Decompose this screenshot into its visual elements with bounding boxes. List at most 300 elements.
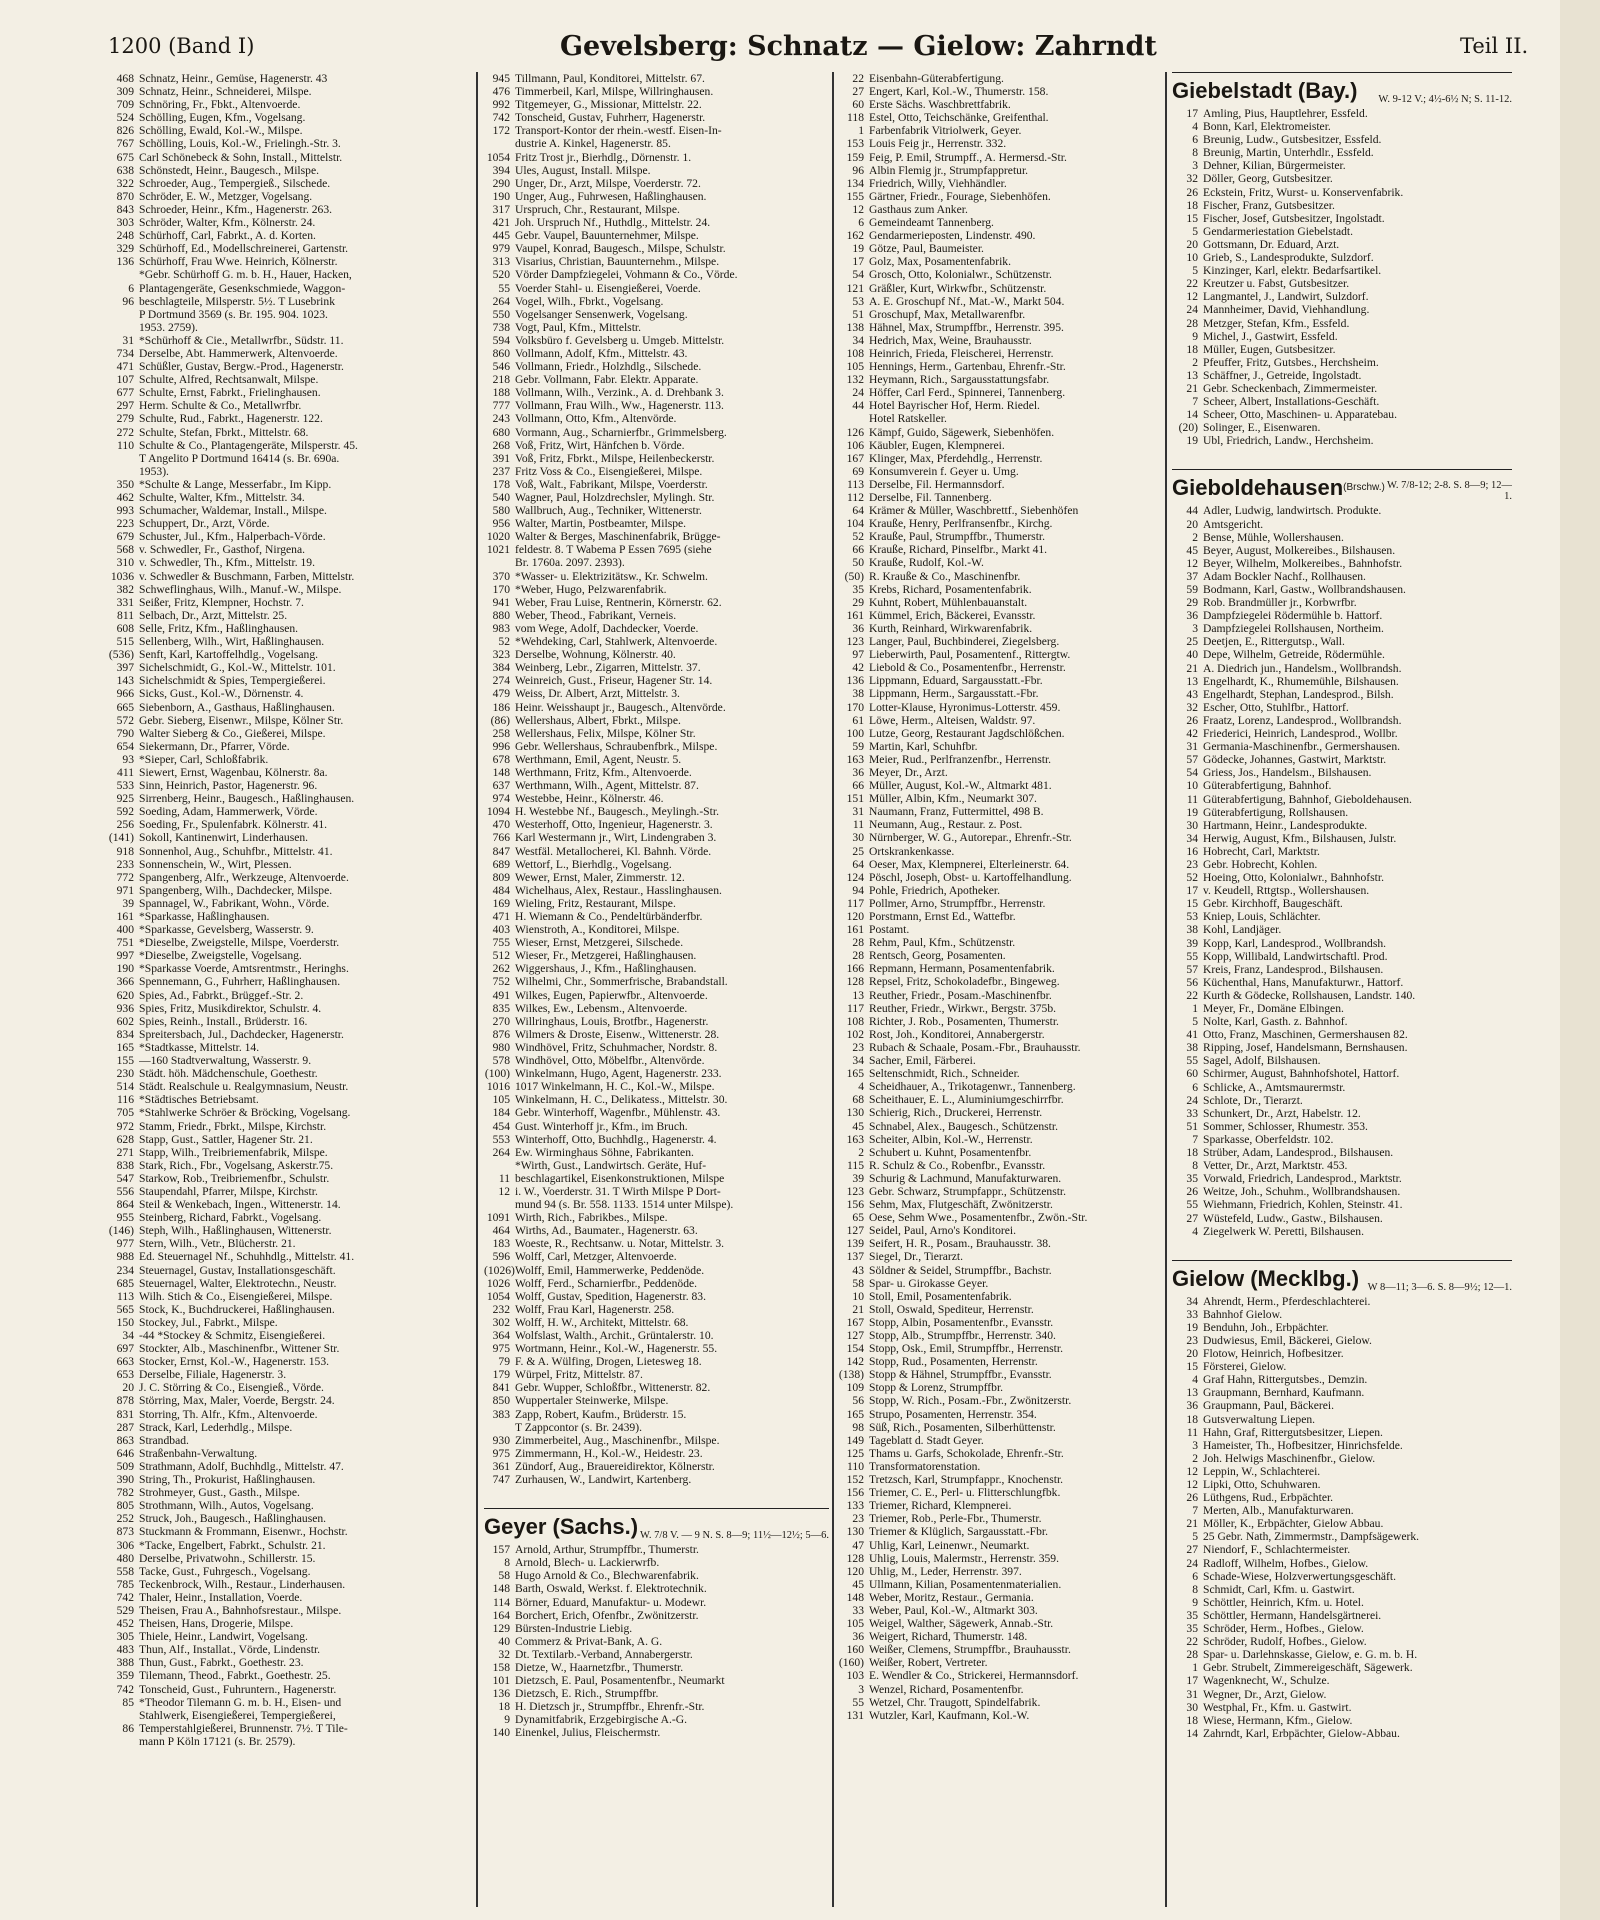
directory-entry xyxy=(1172,1465,1512,1478)
subscriber-listing: Schnatz, Heinr., Schneiderei, Milspe. xyxy=(139,85,312,99)
phone-number: 572 xyxy=(116,713,134,727)
phone-number: 663 xyxy=(116,1355,134,1369)
subscriber-listing: Dietzsch, E. Paul, Posamentenfbr., Neumarkt xyxy=(515,1674,725,1688)
subscriber-listing: Schürhoff, Frau Wwe. Heinrich, Kölnerstr. xyxy=(139,255,338,269)
phone-number: 370 xyxy=(492,569,510,583)
subscriber-listing: Vörder Dampfziegelei, Vohmann & Co., Vörde. xyxy=(515,268,738,282)
subscriber-listing: Groschupf, Max, Metallwarenfbr. xyxy=(869,307,1026,321)
subscriber-listing: Stopp, W. Rich., Posam.-Fbr., Zwönitzerstr. xyxy=(869,1394,1072,1408)
phone-number: 411 xyxy=(117,765,134,779)
phone-number: 705 xyxy=(116,1106,134,1120)
directory-entry xyxy=(838,164,1160,177)
phone-number: 32 xyxy=(1186,172,1198,186)
phone-number: 966 xyxy=(116,687,134,701)
directory-entry xyxy=(108,648,468,661)
directory-entry xyxy=(1172,159,1512,172)
directory-entry xyxy=(108,936,468,949)
phone-number: 167 xyxy=(846,1315,864,1329)
subscriber-listing: Scheiter, Albin, Kol.-W., Herrenstr. xyxy=(869,1132,1033,1146)
subscriber-listing: Gebr. Sieberg, Eisenwr., Milspe, Kölner Str. xyxy=(139,713,344,727)
directory-entry xyxy=(108,871,468,884)
directory-entry xyxy=(108,1264,468,1277)
phone-number: 149 xyxy=(846,1433,864,1447)
phone-number: 113 xyxy=(117,1289,134,1303)
subscriber-listing: Walter, Martin, Postbeamter, Milspe. xyxy=(515,517,687,531)
subscriber-listing: Derselbe, Abt. Hammerwerk, Altenvoerde. xyxy=(139,346,338,360)
directory-entry xyxy=(108,596,468,609)
subscriber-listing: Solinger, E., Eisenwaren. xyxy=(1203,421,1321,435)
directory-entry xyxy=(484,229,829,242)
phone-number: 578 xyxy=(492,1054,510,1068)
subscriber-listing: Zimmerbeitel, Aug., Maschinenfbr., Milspe. xyxy=(515,1433,720,1447)
phone-number: 28 xyxy=(1186,1648,1198,1662)
directory-entry xyxy=(838,1421,1160,1434)
phone-number: 31 xyxy=(1186,740,1198,754)
subscriber-listing: *Wehdeking, Carl, Stahlwerk, Altenvoerde. xyxy=(515,635,718,649)
phone-number: 941 xyxy=(492,595,510,609)
directory-entry xyxy=(108,609,468,622)
subscriber-listing: Sagel, Adolf, Bilshausen. xyxy=(1203,1054,1321,1068)
subscriber-listing: Gemeindeamt Tannenberg. xyxy=(869,216,994,230)
directory-entry xyxy=(108,753,468,766)
phone-number: 32 xyxy=(1186,700,1198,714)
subscriber-listing: Spies, Reinh., Install., Brüderstr. 16. xyxy=(139,1014,308,1028)
subscriber-listing: Winterhoff, Otto, Buchhdlg., Hagenerstr. 4. xyxy=(515,1132,717,1146)
subscriber-listing: Zahrndt, Karl, Erbpächter, Gielow-Abbau. xyxy=(1203,1726,1400,1740)
directory-entry xyxy=(484,124,829,137)
phone-number: 515 xyxy=(116,635,134,649)
phone-number: 151 xyxy=(846,792,864,806)
subscriber-listing: Schöttler, Heinrich, Kfm. u. Hotel. xyxy=(1203,1595,1364,1609)
subscriber-listing: Niendorf, F., Schlachtermeister. xyxy=(1203,1543,1351,1557)
subscriber-listing: Westfäl. Metallocherei, Kl. Bahnh. Vörde. xyxy=(515,844,712,858)
directory-entry xyxy=(1172,531,1512,544)
directory-entry xyxy=(108,242,468,255)
directory-entry xyxy=(1172,779,1512,792)
subscriber-listing: Selbach, Dr., Arzt, Mittelstr. 25. xyxy=(139,608,288,622)
phone-number: 841 xyxy=(492,1381,510,1395)
subscriber-listing: Möller, K., Erbpächter, Gielow Abbau. xyxy=(1203,1517,1384,1531)
directory-entry xyxy=(484,1146,829,1159)
phone-number: 139 xyxy=(846,1237,864,1251)
directory-entry xyxy=(484,622,829,635)
subscriber-listing: Adam Bockler Nachf., Rollhausen. xyxy=(1203,569,1366,583)
phone-number: 25 xyxy=(852,844,864,858)
directory-entry xyxy=(484,975,829,988)
directory-entry xyxy=(484,1120,829,1133)
phone-number: 930 xyxy=(492,1433,510,1447)
phone-number: 742 xyxy=(492,111,510,125)
directory-entry xyxy=(838,1015,1160,1028)
phone-number: 26 xyxy=(1186,185,1198,199)
phone-number: 592 xyxy=(116,805,134,819)
subscriber-listing: Postamt. xyxy=(869,923,910,937)
subscriber-listing: Steph, Wilh., Haßlinghausen, Wittenerstr. xyxy=(139,1224,332,1238)
phone-number: 772 xyxy=(116,870,134,884)
directory-entry xyxy=(1172,727,1512,740)
subscriber-listing: Ahrendt, Herm., Pferdeschlachterei. xyxy=(1203,1294,1371,1308)
phone-number: 305 xyxy=(116,1630,134,1644)
directory-entry xyxy=(108,1041,468,1054)
phone-number: 322 xyxy=(116,176,134,190)
directory-entry xyxy=(108,792,468,805)
subscriber-listing: Herwig, August, Kfm., Bilshausen, Julstr. xyxy=(1203,831,1397,845)
office-hours: W 8—11; 3—6. S. 8—9½; 12—1. xyxy=(1367,1281,1512,1293)
phone-number: 20 xyxy=(1186,1347,1198,1361)
subscriber-listing: Schüßler, Gustav, Bergw.-Prod., Hagenerstr. xyxy=(139,360,344,374)
directory-entry xyxy=(838,1447,1160,1460)
phone-number: 165 xyxy=(116,1040,134,1054)
phone-number xyxy=(108,452,139,465)
subscriber-listing: vom Wege, Adolf, Dachdecker, Voerde. xyxy=(515,621,699,635)
directory-entry xyxy=(484,897,829,910)
directory-entry xyxy=(838,1080,1160,1093)
phone-number: 997 xyxy=(116,949,134,963)
directory-entry xyxy=(1172,1386,1512,1399)
directory-entry xyxy=(484,766,829,779)
phone-number: 9 xyxy=(1192,1595,1198,1609)
subscriber-listing: Kuhnt, Robert, Mühlenbauanstalt. xyxy=(869,595,1028,609)
subscriber-listing: Ubl, Friedrich, Landw., Herchsheim. xyxy=(1203,434,1374,448)
directory-entry xyxy=(484,255,829,268)
subscriber-listing: Escher, Otto, Stuhlfbr., Hattorf. xyxy=(1203,700,1349,714)
directory-entry xyxy=(838,1368,1160,1381)
subscriber-listing: Kniep, Louis, Schlächter. xyxy=(1203,910,1321,924)
directory-entry xyxy=(838,910,1160,923)
directory-entry xyxy=(484,216,829,229)
subscriber-listing: Hotel Bayrischer Hof, Herm. Riedel. xyxy=(869,399,1040,413)
directory-entry xyxy=(1172,225,1512,238)
directory-entry xyxy=(108,98,468,111)
subscriber-listing: Soeding, Adam, Hammerwerk, Vörde. xyxy=(139,805,318,819)
phone-number: 23 xyxy=(1186,857,1198,871)
subscriber-listing: Schmidt, Carl, Kfm. u. Gastwirt. xyxy=(1203,1582,1355,1596)
phone-number: 184 xyxy=(492,1106,510,1120)
directory-entry xyxy=(838,72,1160,85)
directory-entry xyxy=(1172,1674,1512,1687)
subscriber-listing: Städt. höh. Mädchenschule, Goethestr. xyxy=(139,1067,318,1081)
phone-number: 117 xyxy=(847,1001,864,1015)
phone-number: 1036 xyxy=(110,569,134,583)
subscriber-listing: Ripping, Josef, Handelsmann, Bernshausen. xyxy=(1203,1041,1408,1055)
phone-number: 158 xyxy=(492,1660,510,1674)
directory-entry xyxy=(1172,819,1512,832)
phone-number: 161 xyxy=(846,923,864,937)
directory-entry xyxy=(838,1512,1160,1525)
subscriber-listing: Schröder, Rudolf, Hofbes., Gielow. xyxy=(1203,1635,1367,1649)
directory-entry xyxy=(108,1368,468,1381)
subscriber-listing: Tilemann, Theod., Fabrkt., Goethestr. 25. xyxy=(139,1669,331,1683)
directory-entry xyxy=(108,923,468,936)
subscriber-listing: Schölling, Ewald, Kol.-W., Milspe. xyxy=(139,124,303,138)
column-rule xyxy=(832,72,834,1907)
directory-entry xyxy=(838,1473,1160,1486)
directory-entry xyxy=(838,1486,1160,1499)
phone-number: 471 xyxy=(492,910,510,923)
directory-entry xyxy=(1172,395,1512,408)
subscriber-listing: J. C. Störring & Co., Eisengieß., Vörde. xyxy=(139,1381,324,1395)
phone-number: 403 xyxy=(492,923,510,937)
directory-entry xyxy=(108,491,468,504)
subscriber-listing: Hoeing, Otto, Kolonialwr., Bahnhofstr. xyxy=(1203,871,1384,885)
phone-number: 52 xyxy=(498,635,510,649)
directory-entry xyxy=(838,216,1160,229)
directory-column-4 xyxy=(1172,72,1512,1912)
phone-number: 43 xyxy=(852,1263,864,1277)
directory-entry xyxy=(838,570,1160,583)
section-spacer xyxy=(1172,1238,1512,1260)
subscriber-listing: Schirmer, August, Bahnhofshotel, Hattorf. xyxy=(1203,1067,1400,1081)
phone-number: 977 xyxy=(116,1237,134,1251)
directory-entry xyxy=(108,1408,468,1421)
phone-number: 112 xyxy=(847,491,864,504)
directory-entry xyxy=(484,1290,829,1303)
phone-number: 8 xyxy=(1192,1582,1198,1596)
subscriber-listing: Höffer, Carl Ferd., Spinnerei, Tannenberg. xyxy=(869,386,1066,400)
directory-entry xyxy=(838,1630,1160,1643)
directory-entry xyxy=(108,268,468,281)
subscriber-listing: Amtsgericht. xyxy=(1203,517,1264,531)
subscriber-listing: Kreutzer u. Fabst, Gutsbesitzer. xyxy=(1203,277,1350,291)
subscriber-listing: Neumann, Aug., Restaur. z. Post. xyxy=(869,818,1023,832)
subscriber-listing: Westerhoff, Otto, Ingenieur, Hagenerstr. 3. xyxy=(515,818,713,832)
directory-entry xyxy=(838,1224,1160,1237)
subscriber-listing: Fischer, Josef, Gutsbesitzer, Ingolstadt. xyxy=(1203,211,1385,225)
phone-number: 6 xyxy=(1192,133,1198,147)
phone-number: 97 xyxy=(852,648,864,662)
subscriber-listing: Bense, Mühle, Wollershausen. xyxy=(1203,530,1344,544)
subscriber-listing: Wuppertaler Steinwerke, Milspe. xyxy=(515,1394,669,1408)
phone-number: 17 xyxy=(1186,1674,1198,1688)
phone-number: 391 xyxy=(492,451,510,465)
phone-number: 5 xyxy=(1192,224,1198,238)
phone-number: 31 xyxy=(852,805,864,819)
subscriber-listing: Tretzsch, Karl, Strumpfappr., Knochenstr. xyxy=(869,1473,1064,1487)
directory-entry xyxy=(838,1067,1160,1080)
phone-number: 157 xyxy=(492,1543,510,1557)
directory-entry xyxy=(484,648,829,661)
phone-number: 1094 xyxy=(486,805,510,819)
directory-entry xyxy=(484,1368,829,1381)
directory-entry xyxy=(1172,1225,1512,1238)
phone-number: 13 xyxy=(1186,674,1198,688)
phone-number: 137 xyxy=(846,1250,864,1264)
directory-entry xyxy=(838,465,1160,478)
subscriber-listing: Schlicke, A., Amtsmaurermstr. xyxy=(1203,1080,1346,1094)
directory-entry xyxy=(108,1342,468,1355)
subscriber-listing: Schölling, Louis, Kol.-W., Frielingh.-Str. 3. xyxy=(139,137,341,151)
directory-entry xyxy=(484,1421,829,1434)
directory-entry xyxy=(108,989,468,1002)
subscriber-listing: Kopp, Karl, Landesprod., Wollbrandsh. xyxy=(1203,936,1387,950)
phone-number: 6 xyxy=(858,216,864,230)
phone-number: 106 xyxy=(846,438,864,452)
phone-number: 21 xyxy=(1186,381,1198,395)
phone-number: 13 xyxy=(1186,1386,1198,1400)
directory-entry xyxy=(838,452,1160,465)
phone-number: 55 xyxy=(1186,949,1198,963)
subscriber-listing: Stockter, Alb., Maschinenfbr., Wittener Str. xyxy=(139,1342,340,1356)
phone-number: 31 xyxy=(122,333,134,347)
subscriber-listing: Stockey, Jul., Fabrkt., Milspe. xyxy=(139,1315,278,1329)
directory-entry xyxy=(838,1552,1160,1565)
phone-number: 44 xyxy=(852,399,864,413)
subscriber-listing: Dietze, W., Haarnetzfbr., Thumerstr. xyxy=(515,1660,684,1674)
directory-entry xyxy=(1172,648,1512,661)
directory-entry xyxy=(484,465,829,478)
directory-entry xyxy=(484,190,829,203)
subscriber-listing: Grosch, Otto, Kolonialwr., Schützenstr. xyxy=(869,268,1052,282)
phone-number: 12 xyxy=(498,1184,510,1198)
subscriber-listing: Müller, August, Kol.-W., Altmarkt 481. xyxy=(869,779,1052,793)
directory-entry xyxy=(108,1512,468,1525)
directory-entry xyxy=(108,1486,468,1499)
phone-number: 190 xyxy=(492,189,510,203)
phone-number: 445 xyxy=(492,229,510,243)
subscriber-listing: Radloff, Wilhelm, Hofbes., Gielow. xyxy=(1203,1556,1369,1570)
phone-number: 15 xyxy=(1186,211,1198,225)
directory-entry xyxy=(484,779,829,792)
directory-entry xyxy=(838,596,1160,609)
subscriber-listing: Wieser, Ernst, Metzgerei, Silschede. xyxy=(515,936,684,950)
directory-entry xyxy=(484,177,829,190)
phone-number: 15 xyxy=(1186,1360,1198,1374)
subscriber-listing: Thaler, Heinr., Installation, Voerde. xyxy=(139,1590,303,1604)
directory-entry xyxy=(484,609,829,622)
directory-entry xyxy=(108,1250,468,1263)
directory-entry xyxy=(484,1172,829,1185)
directory-entry xyxy=(1172,1373,1512,1386)
directory-entry xyxy=(108,85,468,98)
phone-number: 233 xyxy=(116,857,134,871)
directory-entry xyxy=(1172,1159,1512,1172)
directory-entry xyxy=(1172,740,1512,753)
phone-number: 54 xyxy=(852,268,864,282)
phone-number: 3 xyxy=(1192,159,1198,173)
directory-column-3 xyxy=(838,72,1160,1912)
phone-number: 36 xyxy=(852,621,864,635)
subscriber-listing: Einenkel, Julius, Fleischermstr. xyxy=(515,1726,661,1740)
subscriber-listing: Zündorf, Aug., Brauereidirektor, Kölnerstr. xyxy=(515,1459,715,1473)
phone-number xyxy=(108,1709,139,1722)
phone-number: 533 xyxy=(116,779,134,793)
phone-number: 272 xyxy=(116,425,134,439)
phone-number: 2 xyxy=(1192,530,1198,544)
directory-entry xyxy=(838,1565,1160,1578)
phone-number: 55 xyxy=(1186,1054,1198,1068)
subscriber-listing: Weißer, Robert, Vertreter. xyxy=(869,1656,988,1670)
directory-entry xyxy=(1172,1198,1512,1211)
subscriber-listing: Döller, Georg, Gutsbesitzer. xyxy=(1203,172,1333,186)
directory-entry xyxy=(484,1303,829,1316)
subscriber-listing: Sirrenberg, Heinr., Baugesch., Haßlinghausen. xyxy=(139,792,355,806)
phone-number: 462 xyxy=(116,491,134,504)
subscriber-listing: Westebbe, Heinr., Kölnerstr. 46. xyxy=(515,792,664,806)
directory-entry xyxy=(838,1408,1160,1421)
directory-entry xyxy=(108,1172,468,1185)
directory-entry xyxy=(108,1198,468,1211)
directory-entry xyxy=(1172,832,1512,845)
phone-number: 546 xyxy=(492,360,510,374)
directory-entry xyxy=(108,1381,468,1394)
directory-entry xyxy=(108,1106,468,1119)
phone-number: 306 xyxy=(116,1538,134,1552)
phone-number: 6 xyxy=(1192,1569,1198,1583)
subscriber-listing: Gendarmerieposten, Lindenstr. 490. xyxy=(869,229,1036,243)
subscriber-listing: Soeding, Fr., Spulenfabrk. Kölnerstr. 41. xyxy=(139,818,328,832)
subscriber-listing: Straßenbahn-Verwaltung. xyxy=(139,1446,258,1460)
subscriber-listing: E. Wendler & Co., Strickerei, Hermannsdorf. xyxy=(869,1669,1079,1683)
directory-entry xyxy=(1172,1308,1512,1321)
directory-entry xyxy=(1172,596,1512,609)
page-title: Gevelsberg: Schnatz — Gielow: Zahrndt xyxy=(560,31,1157,62)
directory-entry xyxy=(108,1015,468,1028)
directory-entry xyxy=(838,1264,1160,1277)
phone-number: 105 xyxy=(846,1617,864,1631)
directory-entry xyxy=(108,334,468,347)
phone-number xyxy=(484,1198,515,1211)
phone-number: 847 xyxy=(492,844,510,858)
subscriber-listing: Gebr. Winterhoff, Wagenfbr., Mühlenstr. 43. xyxy=(515,1106,721,1120)
phone-number: 36 xyxy=(1186,609,1198,623)
directory-entry xyxy=(1172,1557,1512,1570)
subscriber-listing: v. Schwedler & Buschmann, Farben, Mittelstr. xyxy=(139,569,355,583)
phone-number: 270 xyxy=(492,1014,510,1028)
phone-number xyxy=(108,1735,139,1748)
subscriber-listing: Wellershaus, Albert, Fbrkt., Milspe. xyxy=(515,713,681,727)
phone-number: 105 xyxy=(846,360,864,374)
directory-entry xyxy=(108,452,468,465)
phone-number: 925 xyxy=(116,792,134,806)
subscriber-listing: Schürhoff, Ed., Modellschreinerei, Gartenstr. xyxy=(139,242,349,256)
subscriber-listing: Schulte & Co., Plantagengeräte, Milsperstr. 45. xyxy=(139,438,358,452)
phone-number: 53 xyxy=(1186,910,1198,924)
phone-number: 313 xyxy=(492,255,510,269)
phone-number: 742 xyxy=(116,1590,134,1604)
phone-number: 45 xyxy=(1186,543,1198,557)
subscriber-listing: Schöttler, Hermann, Handelsgärtnerei. xyxy=(1203,1608,1382,1622)
phone-number: 309 xyxy=(116,85,134,99)
phone-number: 484 xyxy=(492,883,510,897)
subscriber-listing: Siewert, Ernst, Wagenbau, Kölnerstr. 8a. xyxy=(139,765,328,779)
directory-entry xyxy=(1172,1622,1512,1635)
directory-entry xyxy=(1172,557,1512,570)
directory-entry xyxy=(108,1709,468,1722)
directory-entry xyxy=(484,151,829,164)
phone-number: 468 xyxy=(116,72,134,85)
phone-number: 637 xyxy=(492,779,510,793)
phone-number: 3 xyxy=(858,1682,864,1696)
directory-entry xyxy=(484,268,829,281)
directory-entry xyxy=(838,609,1160,622)
phone-number: 65 xyxy=(852,1211,864,1225)
directory-entry xyxy=(838,1198,1160,1211)
directory-entry xyxy=(838,1277,1160,1290)
subscriber-listing: Hennings, Herm., Gartenbau, Ehrenfr.-Str. xyxy=(869,360,1066,374)
phone-number: 1 xyxy=(1192,1661,1198,1675)
phone-number xyxy=(108,268,139,281)
subscriber-listing: Ullmann, Kilian, Posamentenmaterialien. xyxy=(869,1577,1062,1591)
phone-number: 755 xyxy=(492,936,510,950)
subscriber-listing: Wolfslast, Walth., Archit., Grüntalerstr. 10. xyxy=(515,1329,714,1342)
subscriber-listing: Wilhelmi, Chr., Sommerfrische, Brabandstall. xyxy=(515,975,728,989)
subscriber-listing: Schnabel, Alex., Baugesch., Schützenstr. xyxy=(869,1119,1059,1133)
phone-number: 27 xyxy=(1186,1543,1198,1557)
subscriber-listing: Pollmer, Arno, Strumpffbr., Herrenstr. xyxy=(869,896,1046,910)
directory-entry xyxy=(838,203,1160,216)
phone-number: 983 xyxy=(492,621,510,635)
subscriber-listing: Friedrich, Willy, Viehhändler. xyxy=(869,176,1007,190)
